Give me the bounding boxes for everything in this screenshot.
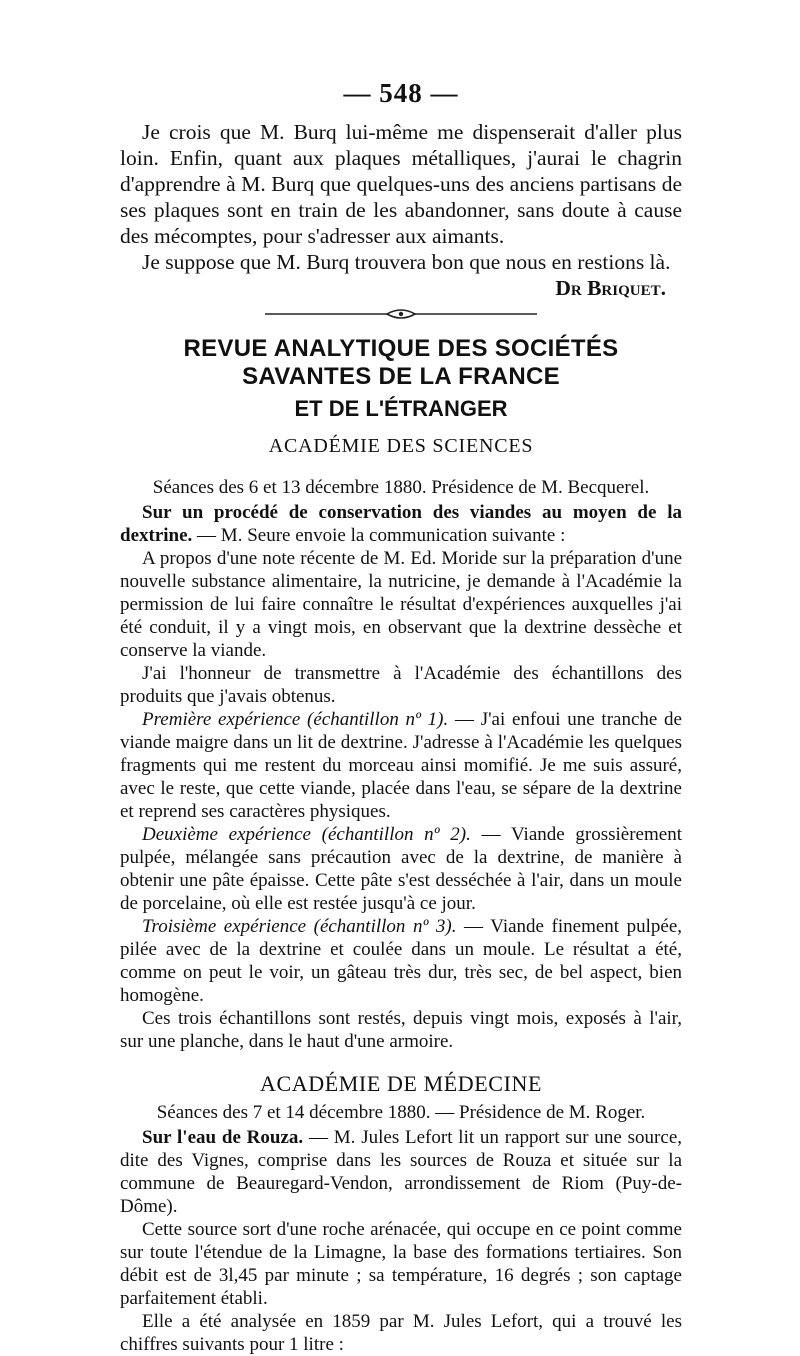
article-sciences-title: Sur un procédé de conservation des viandes au moyen de la dextrine. <box>120 502 682 546</box>
experience-2-label: Deuxième expérience (échantillon nº 2). <box>142 824 471 845</box>
experience-3 <box>120 915 682 1007</box>
intro-paragraph-1: Je crois que M. Burq lui-même me dispenserait d'aller plus loin. Enfin, quant aux plaques métalliques, j'aurai le chagrin d'apprendre à M. Burq que quelques-uns des anciens partisans de ses plaques sont en train de les abandonner, sans doute à cause des mécomptes, pour s'adresser aux aimants. <box>120 120 682 248</box>
experience-3-label: Troisième expérience (échantillon nº 3). <box>142 916 457 937</box>
medecine-paragraph-2: Elle a été analysée en 1859 par M. Jules Lefort, qui a trouvé les chiffres suivants pour 1 litre : <box>120 1311 682 1355</box>
experience-1 <box>120 708 682 823</box>
article-medecine-lead: — M. Jules Lefort lit un rapport sur une source, dite des Vignes, comprise dans les sources de Rouza et située sur la commune de Beauregard-Vendon, arrondissement de Riom (Puy-de-Dôme). <box>120 1127 682 1217</box>
seance-medecine: Séances des 7 et 14 décembre 1880. — Présidence de M. Roger. <box>156 1102 646 1123</box>
signature-text: Dr Briquet. <box>555 276 666 300</box>
experience-2 <box>120 823 682 915</box>
revue-subtitle: ET DE L'ÉTRANGER <box>294 396 508 421</box>
experience-3-text: — Viande finement pulpée, pilée avec de la dextrine et coulée dans un moule. Le résultat a été, comme on peut le voir, un gâteau très dur, très sec, de bel aspect, bien homogène. <box>120 916 683 1006</box>
page-number: — 548 — <box>343 78 459 108</box>
ornament-divider <box>261 307 541 321</box>
signature <box>120 275 666 301</box>
academie-medecine-section <box>120 1101 682 1356</box>
intro-paragraph-2: Je suppose que M. Burq trouvera bon que nous en restions là. <box>142 250 671 274</box>
medecine-paragraph-1: Cette source sort d'une roche arénacée, qui occupe en ce point comme sur toute l'étendue de la Limagne, la base des formations tertiaires. Son débit est de 3l,45 par minute ; sa température, 16 degrés ; son captage parfaitement établi. <box>120 1219 682 1309</box>
experience-1-text: — J'ai enfoui une tranche de viande maigre dans un lit de dextrine. J'adresse à l'Académie les quelques fragments qui me restent du morceau ainsi momifié. Je me suis assuré, avec le reste, que cette viande, placée dans l'eau, se sépare de la dextrine et reprend ses caractères physiques. <box>120 709 682 822</box>
experience-1-label: Première expérience (échantillon nº 1). <box>142 709 449 730</box>
article-sciences-lead: — M. Seure envoie la communication suivante : <box>192 525 566 546</box>
article-sciences <box>120 501 682 547</box>
sciences-paragraph-1: A propos d'une note récente de M. Ed. Moride sur la préparation d'une nouvelle substance alimentaire, la nutricine, je demande à l'Académie la permission de lui faire connaître le résultat d'expériences auxquelles j'ai été conduit, il y a vingt mois, en observant que la dextrine dessèche et conserve la viande. <box>120 548 682 661</box>
article-medecine-title: Sur l'eau de Rouza. <box>142 1127 304 1148</box>
sciences-paragraph-2: J'ai l'honneur de transmettre à l'Académie des échantillons des produits que j'avais obtenus. <box>120 663 682 707</box>
seance-sciences: Séances des 6 et 13 décembre 1880. Présidence de M. Becquerel. <box>152 477 650 498</box>
academie-sciences-section <box>120 476 682 1053</box>
academie-medecine-heading: ACADÉMIE DE MÉDECINE <box>259 1071 543 1096</box>
sciences-paragraph-final: Ces trois échantillons sont restés, depuis vingt mois, exposés à l'air, sur une planche, dans le haut d'une armoire. <box>120 1008 682 1052</box>
experience-2-text: — Viande grossièrement pulpée, mélangée sans précaution avec de la dextrine, de manière à obtenir une pâte épaisse. Cette pâte s'est desséchée à l'air, dans un moule de porcelaine, où elle est restée jusqu'à ce jour. <box>120 824 682 914</box>
academie-sciences-heading: ACADÉMIE DES SCIENCES <box>268 435 534 457</box>
article-medecine <box>120 1126 682 1218</box>
revue-title: REVUE ANALYTIQUE DES SOCIÉTÉS SAVANTES DE LA FRANCE <box>183 335 619 390</box>
